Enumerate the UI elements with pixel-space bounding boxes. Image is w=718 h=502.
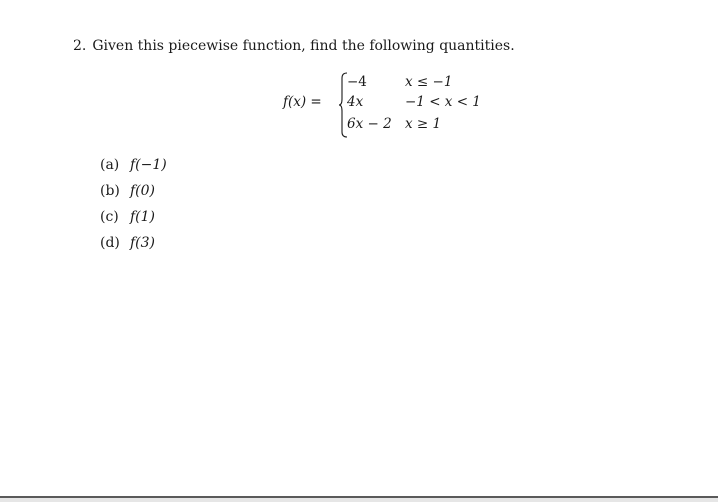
case-2-condition: −1 < x < 1 xyxy=(405,94,481,110)
case-3-expression: 6x − 2 xyxy=(347,116,392,132)
case-3-condition: x ≥ 1 xyxy=(405,116,442,132)
case-1-condition: x ≤ −1 xyxy=(405,74,453,90)
sub-question-b xyxy=(100,182,167,208)
sub-question-label: (d) xyxy=(100,235,120,251)
sub-question-expression: f(0) xyxy=(130,183,156,199)
sub-question-d xyxy=(100,234,167,260)
sub-question-list xyxy=(100,156,167,260)
problem-prompt: Given this piecewise function, find the following quantities. xyxy=(92,38,515,54)
sub-question-expression: f(1) xyxy=(130,209,156,225)
sub-question-label: (b) xyxy=(100,183,120,199)
function-lhs: f(x) = xyxy=(283,94,322,110)
case-1-expression: −4 xyxy=(347,74,367,90)
page-bottom-shadow xyxy=(0,498,718,502)
sub-question-expression: f(3) xyxy=(130,235,156,251)
problem-statement xyxy=(73,38,515,54)
case-2-expression: 4x xyxy=(347,94,364,110)
sub-question-a xyxy=(100,156,167,182)
sub-question-label: (c) xyxy=(100,209,119,225)
problem-number: 2. xyxy=(73,38,87,54)
piecewise-function xyxy=(283,72,503,138)
sub-question-c xyxy=(100,208,167,234)
sub-question-expression: f(−1) xyxy=(130,157,167,173)
sub-question-label: (a) xyxy=(100,157,120,173)
